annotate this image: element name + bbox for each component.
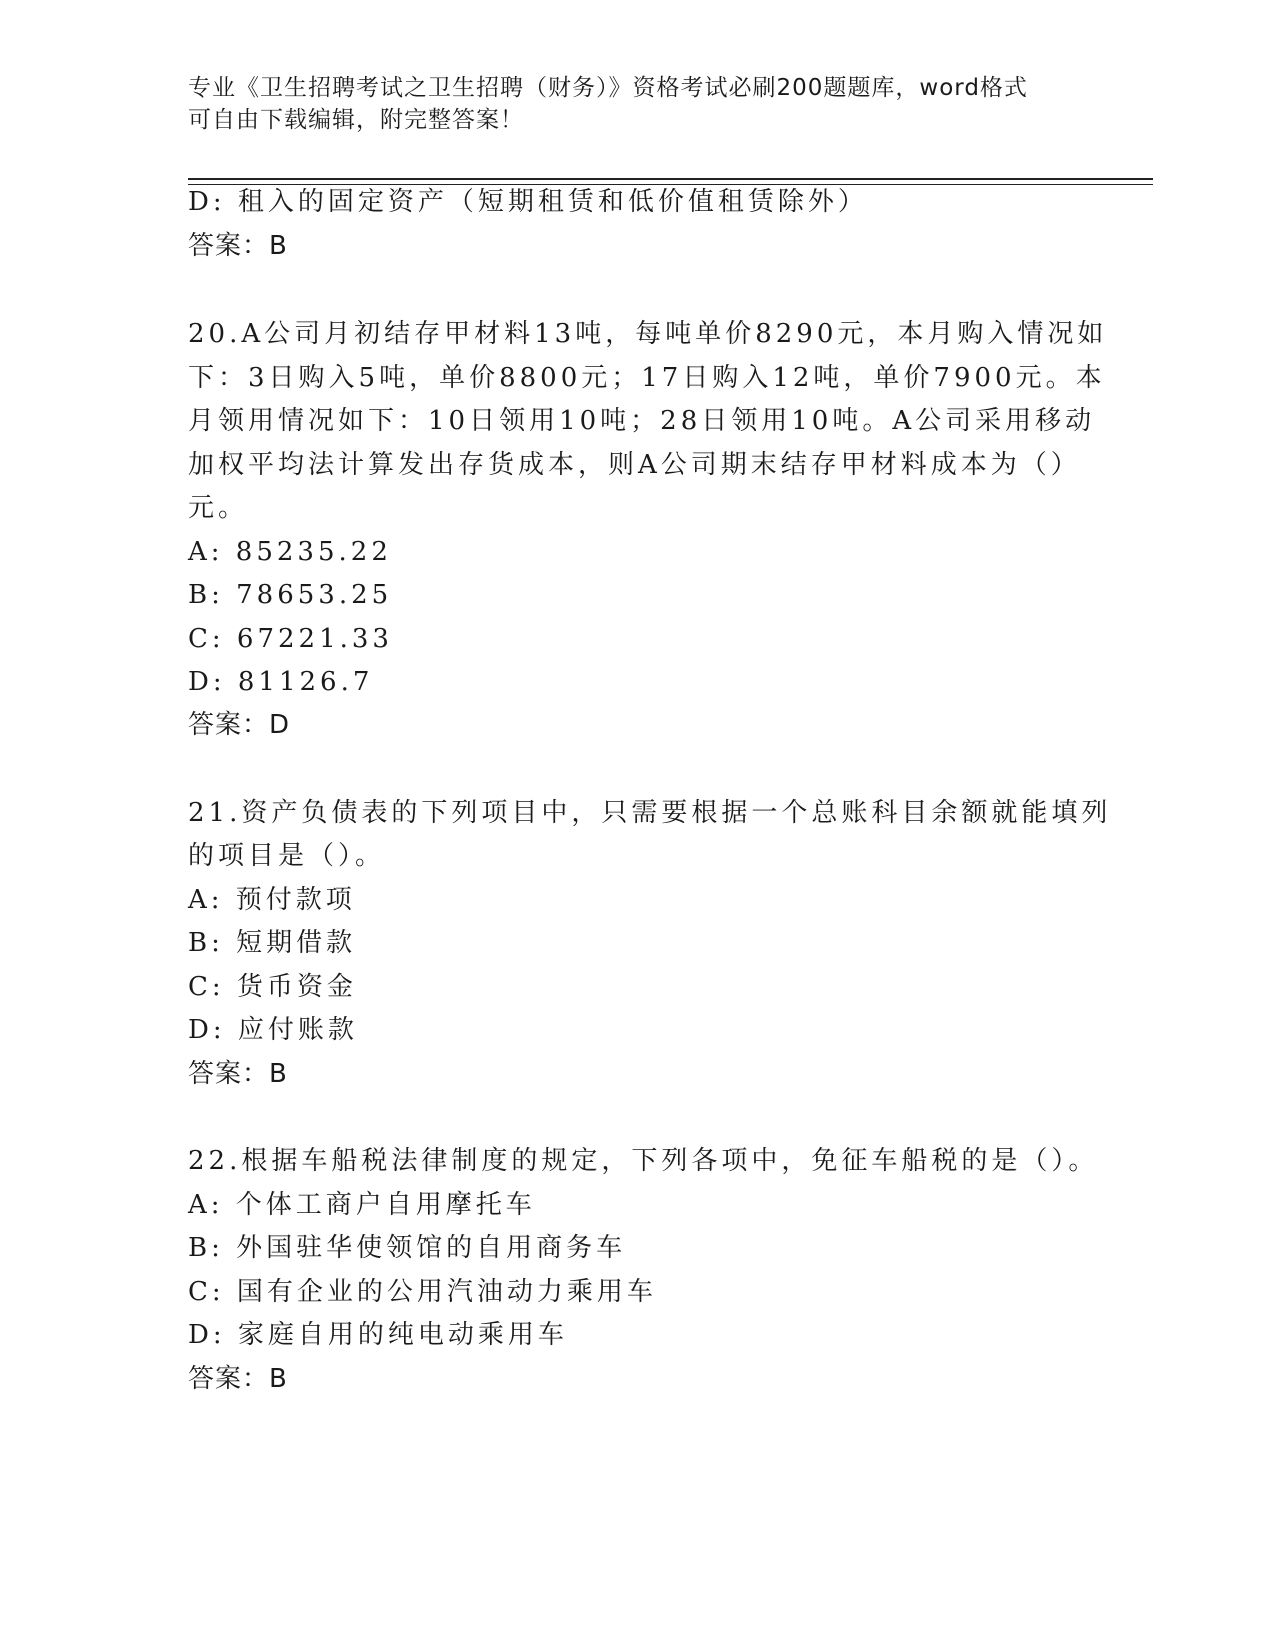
q20-answer: 答案：D <box>188 710 291 740</box>
q22-option-b: B: 外国驻华使领馆的自用商务车 <box>188 1233 627 1263</box>
q21-option-c: C: 货币资金 <box>188 972 357 1002</box>
q20-text-line: 月领用情况如下：10日领用10吨；28日领用10吨。A公司采用移动 <box>188 406 1096 436</box>
q21-option-d: D: 应付账款 <box>188 1015 358 1045</box>
q21-option-b: B: 短期借款 <box>188 928 357 958</box>
q21-option-a: A: 预付款项 <box>188 885 356 915</box>
header-line-2: 可自由下载编辑，附完整答案！ <box>188 107 524 133</box>
q22-option-a: A: 个体工商户自用摩托车 <box>188 1190 536 1220</box>
q20-text-line: 元。 <box>188 493 249 523</box>
prev-option-d: D: 租入的固定资产（短期租赁和低价值租赁除外） <box>188 187 868 217</box>
q20-option-d: D: 81126.7 <box>188 667 374 697</box>
q20-option-c: C: 67221.33 <box>188 624 393 654</box>
q22-option-d: D: 家庭自用的纯电动乘用车 <box>188 1320 568 1350</box>
q20-text-line: 20.A公司月初结存甲材料13吨，每吨单价8290元，本月购入情况如 <box>188 319 1108 349</box>
q21-text-line: 的项目是（）。 <box>188 841 386 871</box>
header-line-1: 专业《卫生招聘考试之卫生招聘（财务）》资格考试必刷200题题库，word格式 <box>188 75 1028 101</box>
document-header <box>188 72 1088 136</box>
q22-answer: 答案：B <box>188 1364 288 1394</box>
q21-text-line: 21.资产负债表的下列项目中，只需要根据一个总账科目余额就能填列 <box>188 798 1112 828</box>
q20-option-b: B: 78653.25 <box>188 580 393 610</box>
header-divider-thin <box>188 184 1153 185</box>
q22-option-c: C: 国有企业的公用汽油动力乘用车 <box>188 1277 657 1307</box>
header-divider-thick <box>188 178 1153 180</box>
q20-text-line: 下：3日购入5吨，单价8800元；17日购入12吨，单价7900元。本 <box>188 363 1106 393</box>
q20-text-line: 加权平均法计算发出存货成本，则A公司期末结存甲材料成本为（） <box>188 450 1081 480</box>
q21-answer: 答案：B <box>188 1059 288 1089</box>
q20-option-a: A: 85235.22 <box>188 537 392 567</box>
prev-answer: 答案：B <box>188 231 288 261</box>
q22-text-line: 22.根据车船税法律制度的规定，下列各项中，免征车船税的是（）。 <box>188 1146 1099 1176</box>
